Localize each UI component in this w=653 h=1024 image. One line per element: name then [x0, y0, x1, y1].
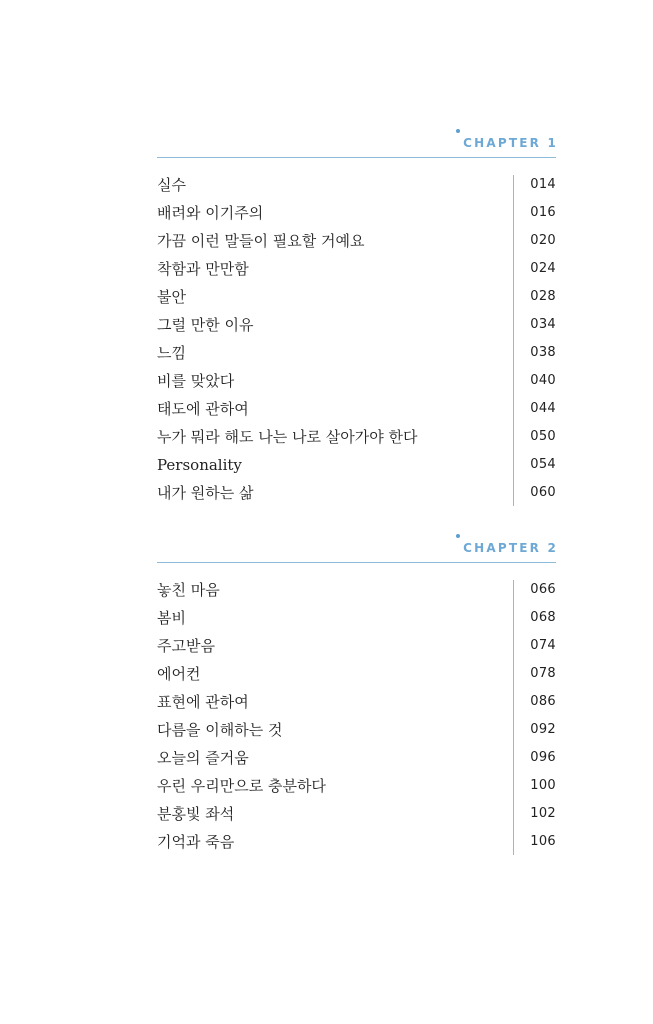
- toc-entry[interactable]: [157, 745, 556, 773]
- toc-entry-title: 비를 맞았다: [157, 372, 235, 390]
- toc-entry-page: 100: [530, 778, 556, 793]
- toc-entry-title: 누가 뭐라 해도 나는 나로 살아가야 한다: [157, 428, 418, 446]
- toc-entry[interactable]: [157, 396, 556, 424]
- chapter-header: [157, 533, 556, 563]
- toc-entry-page: 020: [530, 233, 556, 248]
- toc-entry[interactable]: [157, 829, 556, 857]
- toc-entry-title: 실수: [157, 176, 186, 194]
- toc-entry-page: 040: [530, 373, 556, 388]
- toc-entry[interactable]: [157, 256, 556, 284]
- toc-entry-page: 034: [530, 317, 556, 332]
- toc-entry[interactable]: [157, 801, 556, 829]
- toc-entry-title: 다름을 이해하는 것: [157, 721, 283, 739]
- toc-entry-title: 오늘의 즐거움: [157, 749, 249, 767]
- toc-entry-title: 분홍빛 좌석: [157, 805, 235, 823]
- toc-entry-page: 096: [530, 750, 556, 765]
- toc-entry[interactable]: [157, 284, 556, 312]
- toc-entry-title: 태도에 관하여: [157, 400, 249, 418]
- toc-entry[interactable]: [157, 200, 556, 228]
- toc-entry-title: 내가 원하는 삶: [157, 484, 254, 502]
- toc-entry-title: 표현에 관하여: [157, 693, 249, 711]
- toc-entry-page: 102: [530, 806, 556, 821]
- toc-entry-page: 086: [530, 694, 556, 709]
- chapter-dot-icon: [456, 534, 460, 538]
- toc-entry-title: 에어컨: [157, 665, 201, 683]
- toc-entry-page: 038: [530, 345, 556, 360]
- toc-entry-page: 092: [530, 722, 556, 737]
- toc-entry-page: 066: [530, 582, 556, 597]
- toc-entry-page: 028: [530, 289, 556, 304]
- toc-entry-title: 기억과 죽음: [157, 833, 235, 851]
- chapter-label: CHAPTER 1: [463, 136, 558, 150]
- toc-entry[interactable]: [157, 368, 556, 396]
- toc-entry-page: 078: [530, 666, 556, 681]
- toc-entry-title: 놓친 마음: [157, 581, 220, 599]
- toc-entry-page: 106: [530, 834, 556, 849]
- toc-list: [157, 577, 556, 857]
- toc-entry[interactable]: [157, 577, 556, 605]
- toc-entry[interactable]: [157, 340, 556, 368]
- toc-entry-title: 가끔 이런 말들이 필요할 거예요: [157, 232, 365, 250]
- toc-entry[interactable]: [157, 452, 556, 480]
- toc-entry-title: 우린 우리만으로 충분하다: [157, 777, 326, 795]
- chapter-dot-icon: [456, 129, 460, 133]
- toc-entry[interactable]: [157, 605, 556, 633]
- toc-entry-title: 불안: [157, 288, 186, 306]
- toc-entry[interactable]: [157, 661, 556, 689]
- toc-entry[interactable]: [157, 172, 556, 200]
- chapter-label: CHAPTER 2: [463, 541, 558, 555]
- toc-entry[interactable]: [157, 424, 556, 452]
- toc-entry[interactable]: [157, 633, 556, 661]
- toc-entry-page: 024: [530, 261, 556, 276]
- toc-entry-title: 느낌: [157, 344, 186, 362]
- toc-entry-page: 054: [530, 457, 556, 472]
- chapter-header: [157, 128, 556, 158]
- toc-entry[interactable]: [157, 480, 556, 508]
- toc-entry-title: 주고받음: [157, 637, 215, 655]
- toc-entry-title: 착함과 만만함: [157, 260, 249, 278]
- chapter-2-section: [157, 533, 556, 857]
- toc-entry-page: 060: [530, 485, 556, 500]
- toc-entry[interactable]: [157, 773, 556, 801]
- chapter-1-section: [157, 128, 556, 508]
- toc-entry-page: 016: [530, 205, 556, 220]
- toc-entry-page: 068: [530, 610, 556, 625]
- toc-list: [157, 172, 556, 508]
- toc-entry[interactable]: [157, 717, 556, 745]
- toc-entry-title: 그럴 만한 이유: [157, 316, 254, 334]
- toc-entry-title: 봄비: [157, 609, 186, 627]
- toc-entry-page: 074: [530, 638, 556, 653]
- toc-entry-page: 014: [530, 177, 556, 192]
- toc-entry[interactable]: [157, 228, 556, 256]
- toc-entry[interactable]: [157, 689, 556, 717]
- toc-entry-page: 044: [530, 401, 556, 416]
- toc-entry[interactable]: [157, 312, 556, 340]
- toc-entry-title: 배려와 이기주의: [157, 204, 264, 222]
- toc-entry-title: Personality: [157, 456, 242, 474]
- toc-entry-page: 050: [530, 429, 556, 444]
